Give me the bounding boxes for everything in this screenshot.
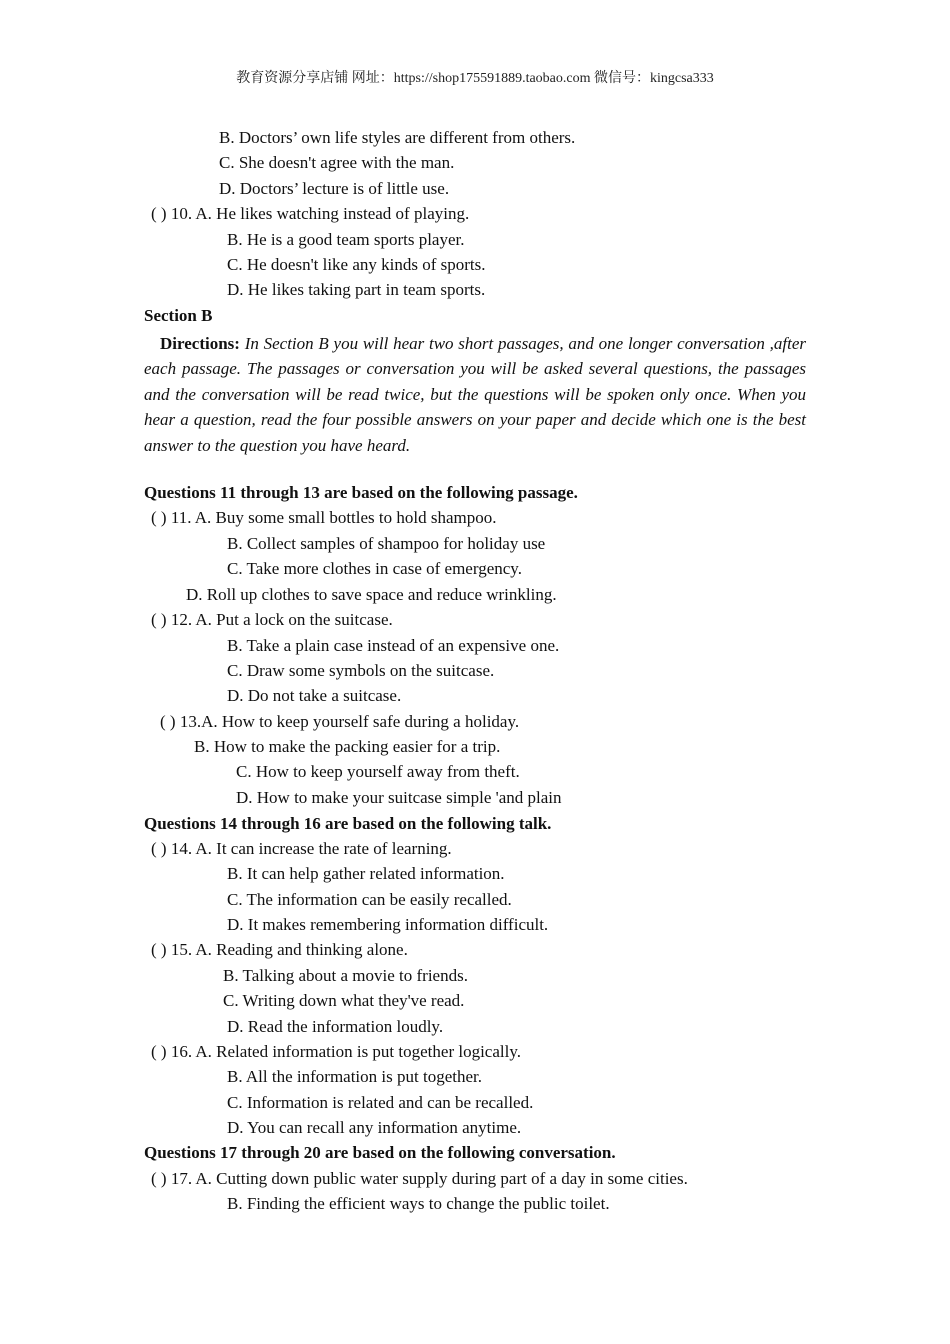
q10-option-b: B. He is a good team sports player. (227, 230, 465, 249)
q9-option-c: C. She doesn't agree with the man. (219, 153, 455, 172)
q11-option-b: B. Collect samples of shampoo for holiday use (227, 534, 546, 553)
directions-paragraph (144, 331, 806, 458)
q14-option-c: C. The information can be easily recalled. (227, 890, 512, 909)
q16-option-d: D. You can recall any information anytime. (227, 1118, 522, 1137)
q12-option-b: B. Take a plain case instead of an expensive one. (227, 636, 560, 655)
q14-option-a: ( ) 14. A. It can increase the rate of learning. (151, 839, 452, 858)
q14-option-b: B. It can help gather related information. (227, 864, 505, 883)
q15-option-d: D. Read the information loudly. (227, 1017, 444, 1036)
q16-option-a: ( ) 16. A. Related information is put together logically. (151, 1042, 521, 1061)
page-header: 教育资源分享店铺 网址：https://shop175591889.taobao.com 微信号：kingcsa333 (236, 71, 714, 86)
q17-option-a: ( ) 17. A. Cutting down public water supply during part of a day in some cities. (151, 1169, 688, 1188)
group-heading-14-16: Questions 14 through 16 are based on the following talk. (144, 814, 552, 833)
q15-option-a: ( ) 15. A. Reading and thinking alone. (151, 940, 408, 959)
q13-option-b: B. How to make the packing easier for a trip. (194, 737, 501, 756)
q12-option-a: ( ) 12. A. Put a lock on the suitcase. (151, 610, 393, 629)
group-heading-11-13: Questions 11 through 13 are based on the following passage. (144, 483, 578, 502)
q10-option-a: ( ) 10. A. He likes watching instead of playing. (151, 204, 470, 223)
q11-option-d: D. Roll up clothes to save space and reduce wrinkling. (186, 585, 557, 604)
q13-option-c: C. How to keep yourself away from theft. (236, 762, 520, 781)
q9-option-d: D. Doctors’ lecture is of little use. (219, 179, 450, 198)
q10-option-c: C. He doesn't like any kinds of sports. (227, 255, 486, 274)
q16-option-b: B. All the information is put together. (227, 1067, 482, 1086)
q16-option-c: C. Information is related and can be recalled. (227, 1093, 534, 1112)
q13-option-a: ( ) 13.A. How to keep yourself safe during a holiday. (160, 712, 520, 731)
q11-option-a: ( ) 11. A. Buy some small bottles to hold shampoo. (151, 508, 497, 527)
q11-option-c: C. Take more clothes in case of emergency. (227, 559, 522, 578)
group-heading-17-20: Questions 17 through 20 are based on the following conversation. (144, 1143, 616, 1162)
q13-option-d: D. How to make your suitcase simple 'and plain (236, 788, 562, 807)
q15-option-b: B. Talking about a movie to friends. (223, 966, 468, 985)
q9-option-b: B. Doctors’ own life styles are different from others. (219, 128, 576, 147)
q17-option-b: B. Finding the efficient ways to change the public toilet. (227, 1194, 610, 1213)
section-b-title: Section B (144, 306, 213, 325)
q15-option-c: C. Writing down what they've read. (223, 991, 465, 1010)
q14-option-d: D. It makes remembering information difficult. (227, 915, 549, 934)
q12-option-c: C. Draw some symbols on the suitcase. (227, 661, 495, 680)
q12-option-d: D. Do not take a suitcase. (227, 686, 402, 705)
q10-option-d: D. He likes taking part in team sports. (227, 280, 486, 299)
directions-label: Directions: (160, 334, 240, 353)
directions-text: In Section B you will hear two short passages, and one longer conversation ,after each passage. The passages or conversation you will be asked several questions, the passages and the conversation will be read twice, but the questions will be spoken only once. When you hear a question, read the four possible answers on your paper and decide which one is the best answer to the question you have heard. (144, 334, 806, 455)
